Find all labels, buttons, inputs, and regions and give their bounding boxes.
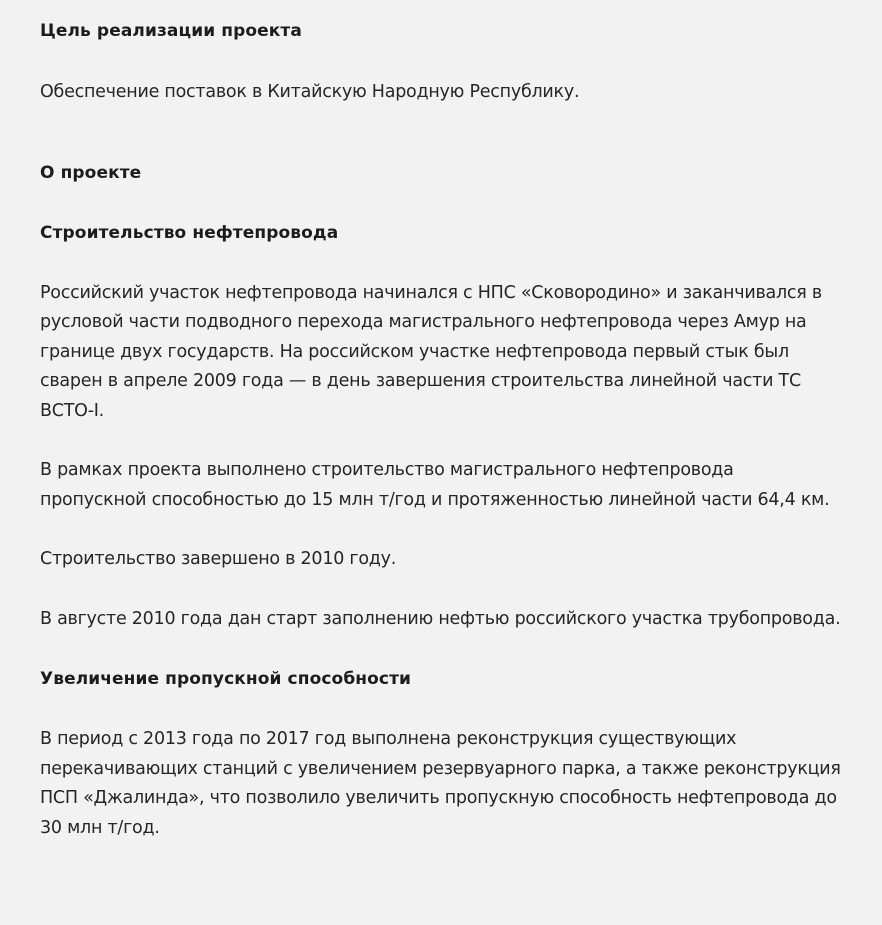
about-heading: О проекте xyxy=(40,162,142,183)
construction-paragraph: Строительство завершено в 2010 году. xyxy=(40,549,397,569)
capacity-paragraph: В период с 2013 года по 2017 год выполнена реконструкция существующих перекачивающих станций с увеличением резервуарного парка, а также реконструкция ПСП «Джалинда», что позволило увеличить пропускную способность нефтепровода до 30 млн т/год. xyxy=(40,729,841,838)
construction-paragraph: Российский участок нефтепровода начинался с НПС «Сковородино» и заканчивался в русловой части подводного перехода магистрального нефтепровода через Амур на границе двух государств. На российском участке нефтепровода первый стык был сварен в апреле 2009 года — в день завершения строительства линейной части ТС ВСТО-I. xyxy=(40,282,822,421)
construction-paragraph: В рамках проекта выполнено строительство магистрального нефтепровода пропускной способностью до 15 млн т/год и протяженностью линейной части 64,4 км. xyxy=(40,460,830,510)
construction-paragraph: В августе 2010 года дан старт заполнению нефтью российского участка трубопровода. xyxy=(40,608,841,629)
capacity-heading: Увеличение пропускной способности xyxy=(40,669,412,689)
goal-heading: Цель реализации проекта xyxy=(40,21,302,41)
goal-text: Обеспечение поставок в Китайскую Народную Республику. xyxy=(40,82,580,102)
construction-heading: Строительство нефтепровода xyxy=(40,222,339,243)
